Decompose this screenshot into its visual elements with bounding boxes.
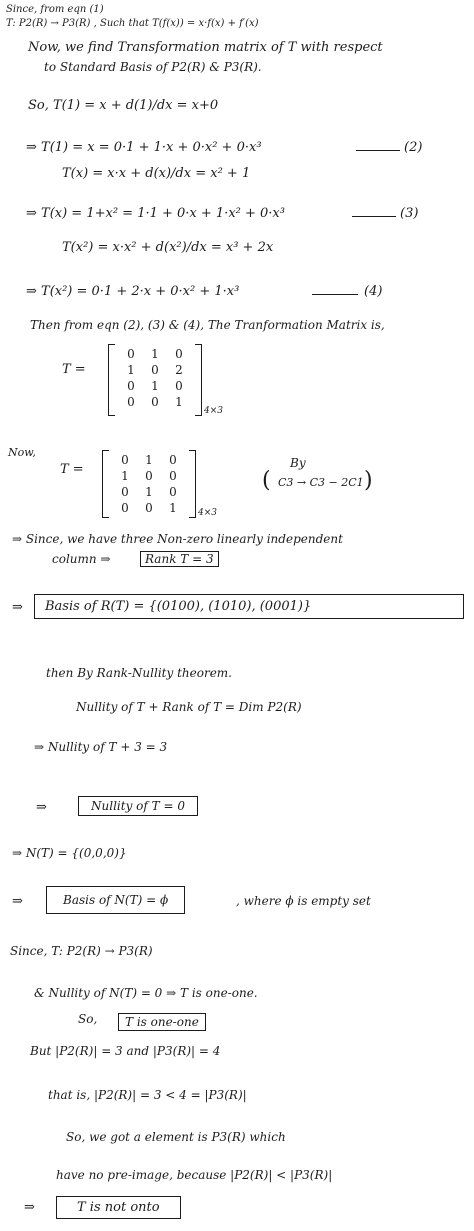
matrix-cell: 1 <box>175 395 183 409</box>
nullity-box: Nullity of T = 0 <box>78 796 198 816</box>
preimage-line: So, we got a element is P3(R) which <box>66 1130 286 1144</box>
t-of-x-expansion: ⇒ T(x) = 1+x² = 1·1 + 0·x + 1·x² + 0·x³ <box>26 206 285 221</box>
matrix-entries <box>115 344 195 412</box>
because-line: have no pre-image, because |P2(R)| < |P3(R)| <box>56 1168 333 1182</box>
arrow: ⇒ <box>12 894 23 909</box>
matrix-cell: 0 <box>145 501 153 515</box>
arrow: ⇒ <box>36 800 47 815</box>
close-paren: ) <box>364 468 373 493</box>
equation-rule <box>312 294 358 295</box>
matrix-cell: 0 <box>175 379 183 393</box>
matrix-entries <box>109 450 189 518</box>
t-of-1-def: So, T(1) = x + d(1)/dx = x+0 <box>28 98 219 113</box>
eq-tag-2: (2) <box>404 140 423 155</box>
map-definition: T: P2(R) → P3(R) , Such that T(f(x)) = x·f(x) + f′(x) <box>6 18 259 29</box>
eq-tag-3: (3) <box>400 206 419 221</box>
null-basis-box: Basis of N(T) = ϕ <box>46 886 185 914</box>
matrix-cell: 0 <box>121 453 129 467</box>
one-one-line: & Nullity of N(T) = 0 ⇒ T is one-one. <box>34 986 258 1000</box>
arrow: ⇒ <box>12 600 23 615</box>
matrix-cell: 0 <box>121 485 129 499</box>
arrow: ⇒ <box>24 1200 35 1215</box>
transformation-matrix <box>108 344 223 416</box>
open-paren: ( <box>262 468 271 493</box>
rank-nullity-equation: Nullity of T + Rank of T = Dim P2(R) <box>76 700 302 714</box>
left-bracket <box>102 450 109 518</box>
t-of-1-expansion: ⇒ T(1) = x = 0·1 + 1·x + 0·x² + 0·x³ <box>26 140 262 155</box>
matrix-cell: 1 <box>169 501 177 515</box>
reduced-matrix <box>102 450 217 518</box>
independence-line: ⇒ Since, we have three Non-zero linearly independent <box>12 532 343 546</box>
rank-nullity-line: then By Rank-Nullity theorem. <box>46 666 232 680</box>
right-bracket <box>195 344 202 416</box>
cardinality-line: But |P2(R)| = 3 and |P3(R)| = 4 <box>30 1044 221 1058</box>
t-of-x2-def: T(x²) = x·x² + d(x²)/dx = x³ + 2x <box>62 240 274 255</box>
column-line: column ⇒ <box>52 552 111 566</box>
matrix-cell: 1 <box>145 453 153 467</box>
column-operation: C3 → C3 − 2C1 <box>278 476 364 489</box>
now-line: Now, we find Transformation matrix of T with respect <box>28 40 383 55</box>
not-onto-box: T is not onto <box>56 1196 181 1219</box>
matrix-label: T = <box>60 462 84 477</box>
since-line: Since, from eqn (1) <box>6 4 104 15</box>
matrix-cell: 0 <box>127 395 135 409</box>
matrix-size: 4×3 <box>198 508 217 518</box>
matrix-label: T = <box>62 362 86 377</box>
now-label: Now, <box>8 446 36 459</box>
matrix-cell: 0 <box>151 363 159 377</box>
left-bracket <box>108 344 115 416</box>
t-of-x-def: T(x) = x·x + d(x)/dx = x² + 1 <box>62 166 251 181</box>
matrix-cell: 0 <box>169 469 177 483</box>
t-of-x2-expansion: ⇒ T(x²) = 0·1 + 2·x + 0·x² + 1·x³ <box>26 284 240 299</box>
standard-basis-line: to Standard Basis of P2(R) & P3(R). <box>44 60 262 74</box>
matrix-cell: 1 <box>151 347 159 361</box>
matrix-cell: 0 <box>145 469 153 483</box>
matrix-intro: Then from eqn (2), (3) & (4), The Tranformation Matrix is, <box>30 318 385 332</box>
matrix-cell: 2 <box>175 363 183 377</box>
equation-rule <box>352 216 396 217</box>
matrix-cell: 0 <box>121 501 129 515</box>
matrix-cell: 0 <box>169 485 177 499</box>
column-op-by: By <box>290 456 306 470</box>
null-space-line: ⇒ N(T) = {(0,0,0)} <box>12 846 127 860</box>
matrix-cell: 1 <box>151 379 159 393</box>
range-basis-box: Basis of R(T) = {(0100), (1010), (0001)} <box>34 594 464 619</box>
one-one-box: T is one-one <box>118 1013 206 1031</box>
matrix-cell: 0 <box>151 395 159 409</box>
right-bracket <box>189 450 196 518</box>
matrix-cell: 0 <box>169 453 177 467</box>
equation-rule <box>356 150 400 151</box>
matrix-cell: 1 <box>121 469 129 483</box>
matrix-cell: 1 <box>145 485 153 499</box>
empty-set-note: , where ϕ is empty set <box>236 894 371 908</box>
comparison-line: that is, |P2(R)| = 3 < 4 = |P3(R)| <box>48 1088 247 1102</box>
matrix-cell: 0 <box>127 347 135 361</box>
since-map-line: Since, T: P2(R) → P3(R) <box>10 944 153 958</box>
eq-tag-4: (4) <box>364 284 383 299</box>
matrix-cell: 0 <box>175 347 183 361</box>
rank-box: Rank T = 3 <box>140 551 219 567</box>
matrix-cell: 1 <box>127 363 135 377</box>
nullity-step: ⇒ Nullity of T + 3 = 3 <box>34 740 168 754</box>
matrix-size: 4×3 <box>204 406 223 416</box>
matrix-cell: 0 <box>127 379 135 393</box>
so-label: So, <box>78 1012 98 1026</box>
